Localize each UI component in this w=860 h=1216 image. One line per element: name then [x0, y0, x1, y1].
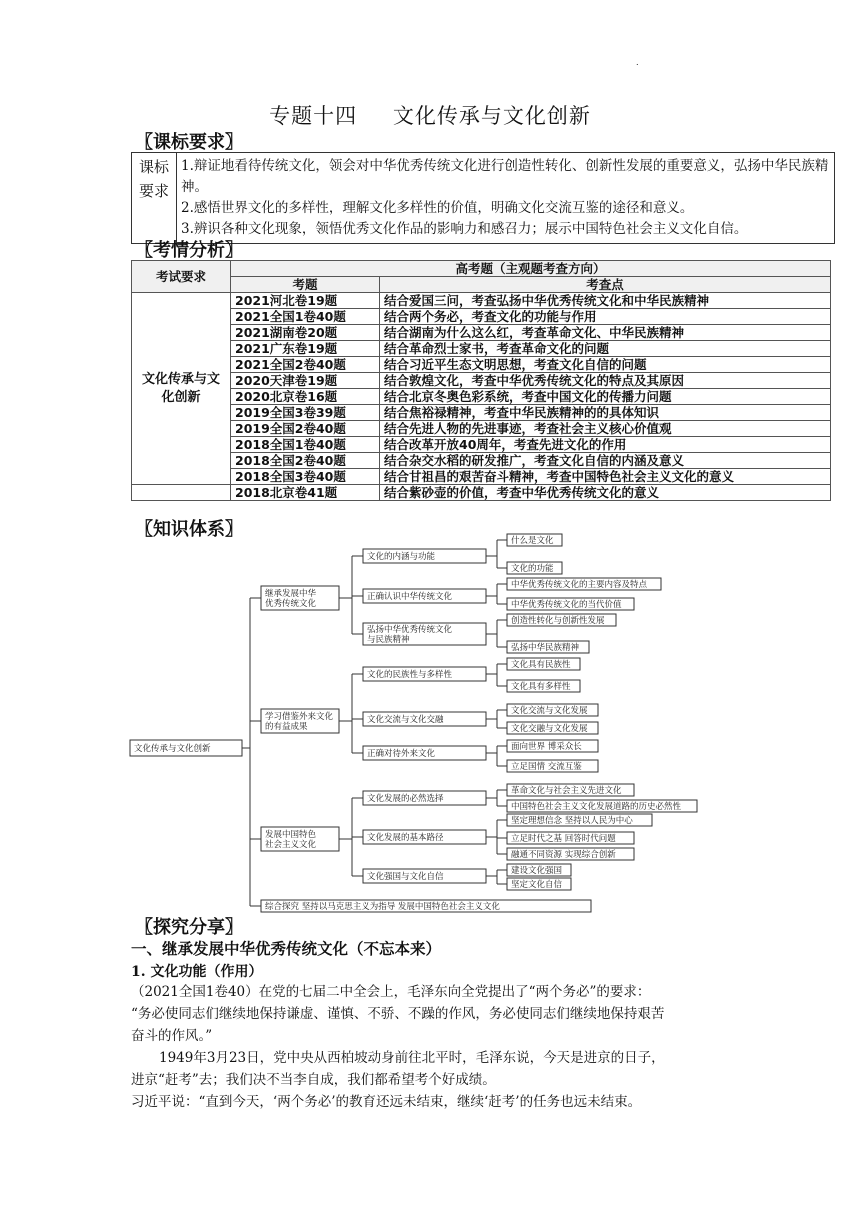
mindmap-leaf — [507, 760, 598, 772]
mindmap-label: 文化的内涵与功能 — [367, 552, 436, 562]
table-row — [132, 485, 831, 501]
mindmap-label: 弘扬中华优秀传统文化 — [367, 625, 453, 635]
point-cell: 结合紫砂壶的价值，考查中华优秀传统文化的意义 — [380, 485, 831, 501]
question-cell: 2021湖南卷20题 — [231, 325, 380, 341]
mindmap-leaf — [507, 704, 598, 716]
mindmap-label: 正确对待外来文化 — [367, 749, 436, 759]
mindmap-branch — [261, 900, 591, 912]
point-cell: 结合甘祖昌的艰苦奋斗精神，考查中国特色社会主义文化的意义 — [380, 469, 831, 485]
mindmap-leaf — [507, 832, 634, 844]
point-cell: 结合焦裕禄精神，考查中华民族精神的的具体知识 — [380, 405, 831, 421]
table-row — [132, 389, 831, 405]
question-cell: 2018北京卷41题 — [231, 485, 380, 501]
point-cell: 结合革命烈士家书，考查革命文化的问题 — [380, 341, 831, 357]
mindmap-label: 文化强国与文化自信 — [367, 872, 444, 882]
section-explore: 〖探究分享〗 — [135, 917, 243, 938]
mindmap-leaf — [507, 722, 598, 734]
explore-subheading: 1. 文化功能（作用） — [131, 964, 263, 980]
mindmap-leaf — [507, 562, 562, 574]
mindmap-label: 正确认识中华传统文化 — [367, 592, 453, 602]
question-cell: 2021全国2卷40题 — [231, 357, 380, 373]
table-row — [132, 373, 831, 389]
question-cell: 2019全国2卷40题 — [231, 421, 380, 437]
question-cell: 2020北京卷16题 — [231, 389, 380, 405]
section-knowledge: 〖知识体系〗 — [135, 519, 243, 540]
mindmap-label: 文化交流与文化交融 — [367, 715, 444, 725]
question-cell: 2019全国3卷39题 — [231, 405, 380, 421]
mindmap-leaf — [507, 680, 580, 692]
mindmap-label: 文化发展的基本路径 — [367, 833, 444, 843]
question-cell: 2018全国3卷40题 — [231, 469, 380, 485]
curriculum-label: 课标要求 — [132, 153, 177, 244]
mindmap-category — [363, 869, 486, 883]
table-row — [132, 437, 831, 453]
mindmap-label: 文化发展的必然选择 — [367, 794, 444, 804]
point-cell: 结合先进人物的先进事迹，考查社会主义核心价值观 — [380, 421, 831, 437]
mindmap-label: 建设文化强国 — [511, 866, 563, 876]
table-row — [132, 357, 831, 373]
explore-heading: 一、继承发展中华优秀传统文化（不忘本来） — [131, 939, 442, 958]
mindmap-leaf — [507, 534, 562, 546]
mindmap-leaf — [507, 800, 697, 812]
mindmap-label: 文化的功能 — [511, 564, 554, 574]
paragraph-line: 进京“赶考”去；我们决不当李自成，我们都希望考个好成绩。 — [131, 1072, 496, 1088]
paragraph-line: “务必使同志们继续地保持谦虚、谨慎、不骄、不躁的作风，务必使同志们继续地保持艰苦 — [131, 1006, 665, 1022]
mindmap-label: 革命文化与社会主义先进文化 — [511, 786, 622, 796]
mindmap-leaf — [507, 740, 598, 752]
mindmap-leaf — [507, 658, 580, 670]
point-cell: 结合习近平生态文明思想，考查文化自信的问题 — [380, 357, 831, 373]
mindmap-label: 坚定理想信念 坚持以人民为中心 — [511, 816, 633, 826]
mindmap-label: 面向世界 博采众长 — [511, 742, 582, 752]
mindmap-leaf — [507, 578, 661, 590]
table-row — [132, 421, 831, 437]
mindmap-label: 中国特色社会主义文化发展道路的历史必然性 — [511, 802, 682, 812]
mindmap-label: 文化交流与文化发展 — [511, 706, 588, 716]
mindmap-leaf — [507, 814, 652, 826]
mindmap-label: 文化传承与文化创新 — [134, 744, 211, 754]
group-header: 高考题（主观题考查方向） — [231, 261, 831, 277]
table-row — [132, 325, 831, 341]
curriculum-item: 2.感悟世界文化的多样性，理解文化多样性的价值，明确文化交流互鉴的途径和意义。 — [181, 200, 694, 216]
mindmap-label: 创造性转化与创新性发展 — [511, 616, 605, 626]
mindmap-label: 什么是文化 — [511, 536, 554, 546]
mindmap-label: 中华优秀传统文化的主要内容及特点 — [511, 580, 648, 590]
point-cell: 结合杂交水稻的研发推广，考查文化自信的内涵及意义 — [380, 453, 831, 469]
question-cell: 2020天津卷19题 — [231, 373, 380, 389]
mindmap-category — [363, 667, 486, 681]
paragraph-line: （2021全国1卷40）在党的七届二中全会上，毛泽东向全党提出了“两个务必”的要求： — [131, 984, 651, 1000]
col-requirement: 考试要求 — [132, 261, 231, 293]
point-cell: 结合湖南为什么这么红，考查革命文化、中华民族精神 — [380, 325, 831, 341]
mindmap-branch — [261, 827, 339, 851]
mindmap-label: 发展中国特色 — [265, 830, 317, 840]
table-row — [132, 453, 831, 469]
col-question: 考题 — [231, 277, 380, 293]
paragraph-line: 1949年3月23日，党中央从西柏坡动身前往北平时，毛泽东说，今天是进京的日子， — [159, 1050, 665, 1066]
mindmap-label: 文化具有民族性 — [511, 660, 571, 670]
mindmap-label: 融通不同资源 实现综合创新 — [511, 850, 616, 860]
mindmap-label: 文化交融与文化发展 — [511, 724, 588, 734]
page-title: 专题十四 文化传承与文化创新 — [269, 104, 591, 128]
mindmap-category — [363, 549, 486, 563]
table-row — [132, 341, 831, 357]
explore-body — [131, 981, 741, 1113]
point-cell: 结合两个务必，考查文化的功能与作用 — [380, 309, 831, 325]
mindmap-label: 综合探究 坚持以马克思主义为指导 发展中国特色社会主义文化 — [265, 902, 500, 912]
mindmap-label: 学习借鉴外来文化 — [265, 712, 334, 722]
mindmap-category — [363, 623, 486, 645]
top-mark: . — [636, 58, 639, 67]
question-cell: 2021全国1卷40题 — [231, 309, 380, 325]
mindmap-label: 中华优秀传统文化的当代价值 — [511, 600, 622, 610]
curriculum-items — [177, 153, 835, 244]
table-row — [132, 469, 831, 485]
mindmap-leaf — [507, 784, 634, 796]
question-cell: 2018全国2卷40题 — [231, 453, 380, 469]
question-cell: 2021广东卷19题 — [231, 341, 380, 357]
mindmap-label: 继承发展中华 — [265, 589, 317, 599]
table-row — [132, 405, 831, 421]
curriculum-table — [131, 152, 835, 244]
mindmap-leaf — [507, 641, 589, 653]
knowledge-mindmap — [0, 530, 860, 915]
mindmap-label: 的有益成果 — [265, 722, 308, 732]
mindmap-category — [363, 746, 486, 760]
paragraph-line: 习近平说：“直到今天，‘两个务必’的教育还远未结束，继续‘赶考’的任务也远未结束。 — [131, 1094, 642, 1110]
mindmap-leaf — [507, 614, 616, 626]
topic-cell: 文化传承与文化创新 — [132, 293, 231, 485]
question-cell: 2021河北卷19题 — [231, 293, 380, 309]
point-cell: 结合北京冬奥色彩系统，考查中国文化的传播力问题 — [380, 389, 831, 405]
curriculum-item: 3.辨识各种文化现象，领悟优秀文化作品的影响力和感召力；展示中国特色社会主义文化自信。 — [181, 221, 748, 237]
mindmap-label: 弘扬中华民族精神 — [511, 643, 580, 653]
mindmap-category — [363, 791, 486, 805]
mindmap-category — [363, 712, 486, 726]
mindmap-category — [363, 830, 486, 844]
mindmap-leaf — [507, 878, 571, 890]
mindmap-leaf — [507, 598, 634, 610]
analysis-table — [131, 260, 831, 501]
mindmap-label: 与民族精神 — [367, 635, 410, 645]
mindmap-leaf — [507, 848, 634, 860]
section-analysis: 〖考情分析〗 — [135, 240, 243, 261]
mindmap-root — [130, 740, 242, 756]
mindmap-branch — [261, 586, 339, 610]
topic-cell-empty — [132, 485, 231, 501]
mindmap-label: 立足国情 交流互鉴 — [511, 762, 582, 772]
mindmap-leaf — [507, 864, 571, 876]
paragraph-line: 奋斗的作风。” — [131, 1028, 213, 1044]
mindmap-label: 优秀传统文化 — [265, 599, 317, 609]
mindmap-branch — [261, 709, 339, 733]
curriculum-item: 1.辩证地看待传统文化，领会对中华优秀传统文化进行创造性转化、创新性发展的重要意义，弘扬中华民族精神。 — [181, 158, 829, 195]
question-cell: 2018全国1卷40题 — [231, 437, 380, 453]
mindmap-label: 坚定文化自信 — [511, 880, 563, 890]
mindmap-label: 社会主义文化 — [265, 840, 317, 850]
mindmap-category — [363, 589, 486, 603]
point-cell: 结合敦煌文化，考查中华优秀传统文化的特点及其原因 — [380, 373, 831, 389]
point-cell: 结合改革开放40周年，考查先进文化的作用 — [380, 437, 831, 453]
table-row — [132, 309, 831, 325]
point-cell: 结合爱国三问，考查弘扬中华优秀传统文化和中华民族精神 — [380, 293, 831, 309]
mindmap-label: 立足时代之基 回答时代问题 — [511, 834, 616, 844]
col-point: 考查点 — [380, 277, 831, 293]
table-row — [132, 293, 831, 309]
mindmap-label: 文化具有多样性 — [511, 682, 571, 692]
section-curriculum: 〖课标要求〗 — [135, 132, 243, 153]
mindmap-label: 文化的民族性与多样性 — [367, 670, 453, 680]
